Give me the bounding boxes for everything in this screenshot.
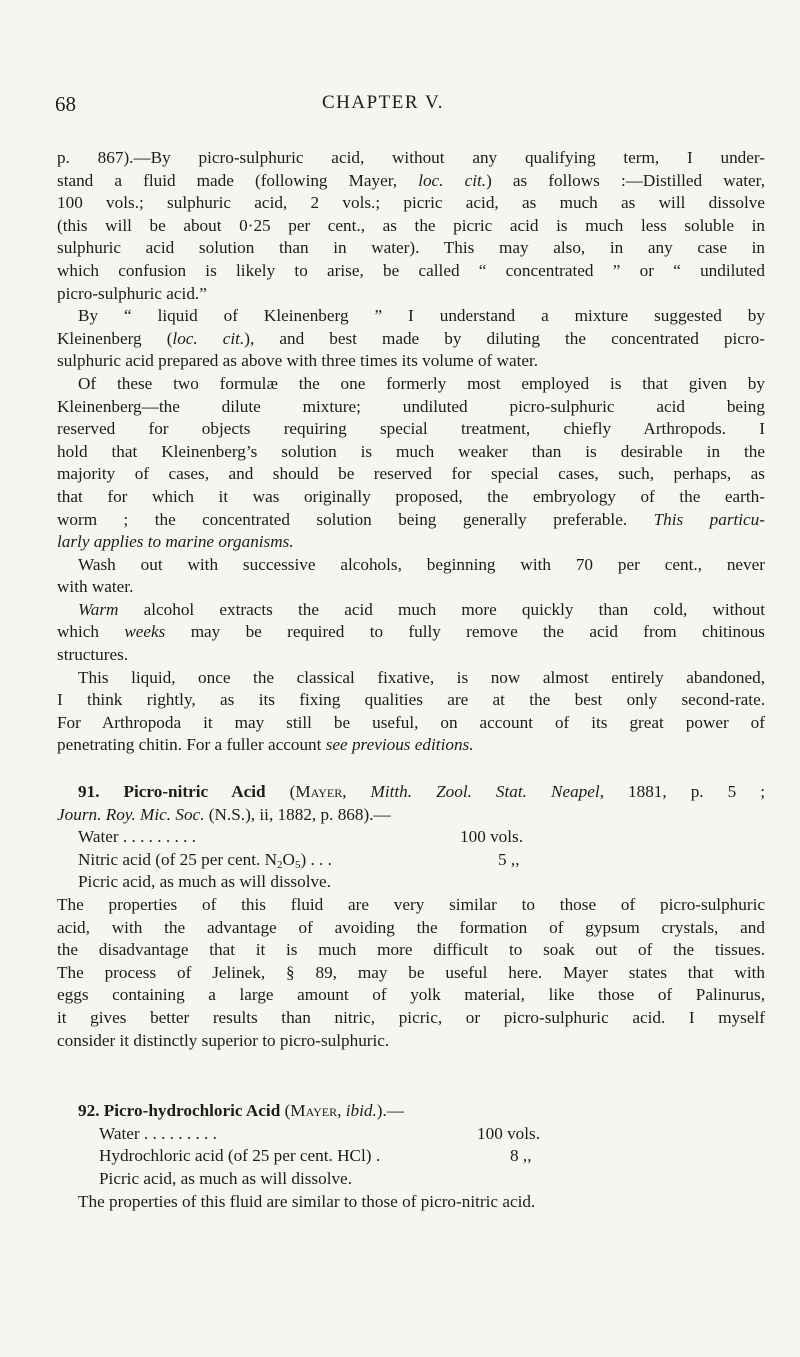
ingredient-name: Picric acid, as much as will dissolve.: [99, 1168, 352, 1188]
text-line: The process of Jelinek, § 89, may be useful here. Mayer states that with: [57, 962, 765, 982]
ingredient-name: Nitric acid (of 25 per cent. N: [78, 849, 278, 869]
text-line: the disadvantage that it is much more difficult to soak out of the tissues.: [57, 940, 765, 960]
text-line: reserved for objects requiring special treatment, chiefly Arthropods. I: [57, 419, 765, 439]
text-line: it gives better results than nitric, picric, or picro-sulphuric acid. I myself: [57, 1007, 765, 1027]
text-line: [57, 804, 765, 827]
citation-italic: ibid.: [345, 1101, 377, 1121]
section-heading: [57, 1100, 765, 1123]
text-line: [57, 328, 765, 351]
section-91-picro-nitric: [57, 781, 765, 1052]
emphasis-italic: larly applies to marine organisms.: [57, 532, 294, 552]
section-title: Picro-hydrochloric Acid: [103, 1101, 281, 1121]
text-span: (N.S.), ii, 1882, p. 868).—: [204, 804, 391, 824]
text-line: 100 vols.; sulphuric acid, 2 vols.; picric acid, as much as will dissolve: [57, 193, 765, 213]
text-line: Wash out with successive alcohols, beginning with 70 per cent., never: [78, 554, 765, 574]
text-line: This liquid, once the classical fixative, is now almost entirely abandoned,: [78, 667, 765, 687]
emphasis-italic: This particu-: [653, 509, 765, 529]
text-line: structures.: [57, 645, 129, 665]
citation-italic: Mitth. Zool. Stat. Neapel: [370, 782, 600, 802]
text-line: acid, with the advantage of avoiding the formation of gypsum crystals, and: [57, 917, 765, 937]
citation-author: (Mayer,: [280, 1101, 346, 1121]
text-line: which confusion is likely to arise, be called “ concentrated ” or “ undiluted: [57, 260, 765, 280]
ingredient-amount: 8 ,,: [510, 1146, 532, 1166]
text-line: Kleinenberg—the dilute mixture; undiluted picro-sulphuric acid being: [57, 396, 765, 416]
text-line: I think rightly, as its fixing qualities are at the best only second-rate.: [57, 690, 765, 710]
page-body: [57, 147, 765, 1213]
text-line: majority of cases, and should be reserved for special cases, such, perhaps, as: [57, 464, 765, 484]
ingredient-name: Hydrochloric acid (of 25 per cent. HCl) .: [99, 1146, 381, 1166]
formula-row: [57, 871, 765, 894]
text-span: Kleinenberg (: [57, 328, 173, 348]
section-spacer: [57, 757, 765, 781]
text-line: sulphuric acid solution than in water). This may also, in any case in: [57, 238, 765, 258]
paragraph-formulae-comparison: [57, 373, 765, 554]
page-header: [0, 92, 800, 122]
text-line: p. 867).—By picro-sulphuric acid, without any qualifying term, I under-: [57, 148, 765, 167]
emphasis-italic: see previous editions.: [325, 735, 474, 755]
text-line: [57, 509, 765, 532]
ingredient-name: Water . . . . . . . . .: [99, 1123, 217, 1143]
ingredient-name: Picric acid, as much as will dissolve.: [78, 872, 331, 892]
text-line: consider it distinctly superior to picro-sulphuric.: [57, 1030, 390, 1050]
text-span: ) as follows :—Distilled water,: [486, 170, 765, 190]
text-line: hold that Kleinenberg’s solution is much weaker than is desirable in the: [57, 441, 765, 461]
text-line: picro-sulphuric acid.”: [57, 283, 207, 303]
section-number: 91.: [78, 782, 100, 802]
section-number: 92.: [78, 1101, 100, 1121]
formula-row: [57, 1168, 765, 1191]
ingredient-amount: 100 vols.: [460, 827, 524, 847]
citation-author: (Mayer,: [265, 782, 371, 802]
text-line: that for which it was originally proposed, the embryology of the earth-: [57, 486, 765, 506]
section-heading: [57, 781, 765, 804]
citation-italic: loc. cit.: [418, 170, 487, 190]
text-line: [57, 621, 765, 644]
emphasis-italic: weeks: [124, 622, 166, 642]
text-line: For Arthropoda it may still be useful, on account of its great power of: [57, 712, 765, 732]
formula-row: [57, 1145, 765, 1168]
ingredient-name: Water . . . . . . . . .: [78, 827, 196, 847]
paragraph-warm-alcohol: [57, 599, 765, 667]
ingredient-amount: 100 vols.: [477, 1123, 541, 1143]
text-line: sulphuric acid prepared as above with three times its volume of water.: [57, 351, 539, 371]
text-line: [57, 531, 765, 554]
subscript: 5: [294, 858, 301, 871]
text-line: [57, 599, 765, 622]
paragraph-picro-sulphuric-definition: [57, 147, 765, 305]
citation-italic: Journ. Roy. Mic. Soc.: [57, 804, 205, 824]
emphasis-italic: Warm: [78, 599, 119, 619]
text-line: The properties of this fluid are similar to those of picro-nitric acid.: [78, 1191, 536, 1211]
text-span: worm ; the concentrated solution being generally preferable.: [57, 509, 654, 529]
paragraph-liquid-of-kleinenberg: [57, 305, 765, 373]
text-span: penetrating chitin. For a fuller account: [57, 735, 326, 755]
text-span: , 1881, p. 5 ;: [599, 782, 766, 802]
text-span: which: [57, 622, 125, 642]
text-line: (this will be about 0·25 per cent., as the picric acid is much less soluble in: [57, 215, 765, 235]
page-number: 68: [55, 92, 76, 116]
text-line: with water.: [57, 577, 134, 597]
text-line: [57, 734, 765, 757]
ingredient-amount: 5 ,,: [498, 849, 520, 869]
text-span: stand a fluid made (following Mayer,: [57, 170, 419, 190]
text-span: may be required to fully remove the acid from chitinous: [165, 622, 765, 642]
formula-row: [57, 849, 765, 872]
text-span: alcohol extracts the acid much more quickly than cold, without: [118, 599, 765, 619]
paragraph-wash-out: [57, 554, 765, 599]
text-line: The properties of this fluid are very similar to those of picro-sulphuric: [57, 895, 765, 914]
text-line: By “ liquid of Kleinenberg ” I understand a mixture suggested by: [78, 306, 765, 326]
section-spacer: [57, 1052, 765, 1100]
ingredient-name: ) . . .: [300, 849, 332, 869]
text-span: ).—: [376, 1101, 404, 1121]
running-head: CHAPTER V.: [322, 92, 444, 113]
text-line: [57, 170, 765, 193]
ingredient-name: O: [282, 849, 295, 869]
paragraph-classical-fixative: [57, 667, 765, 757]
formula-row: [57, 1123, 765, 1146]
subscript: 2: [277, 858, 283, 871]
text-line: eggs containing a large amount of yolk material, like those of Palinurus,: [57, 985, 765, 1005]
section-92-picro-hydrochloric: [57, 1100, 765, 1213]
section-title: Picro-nitric Acid: [123, 782, 266, 802]
text-line: Of these two formulæ the one formerly most employed is that given by: [78, 373, 765, 393]
text-span: ), and best made by diluting the concentrated picro-: [244, 328, 765, 348]
citation-italic: loc. cit.: [172, 328, 245, 348]
formula-row: [57, 826, 765, 849]
